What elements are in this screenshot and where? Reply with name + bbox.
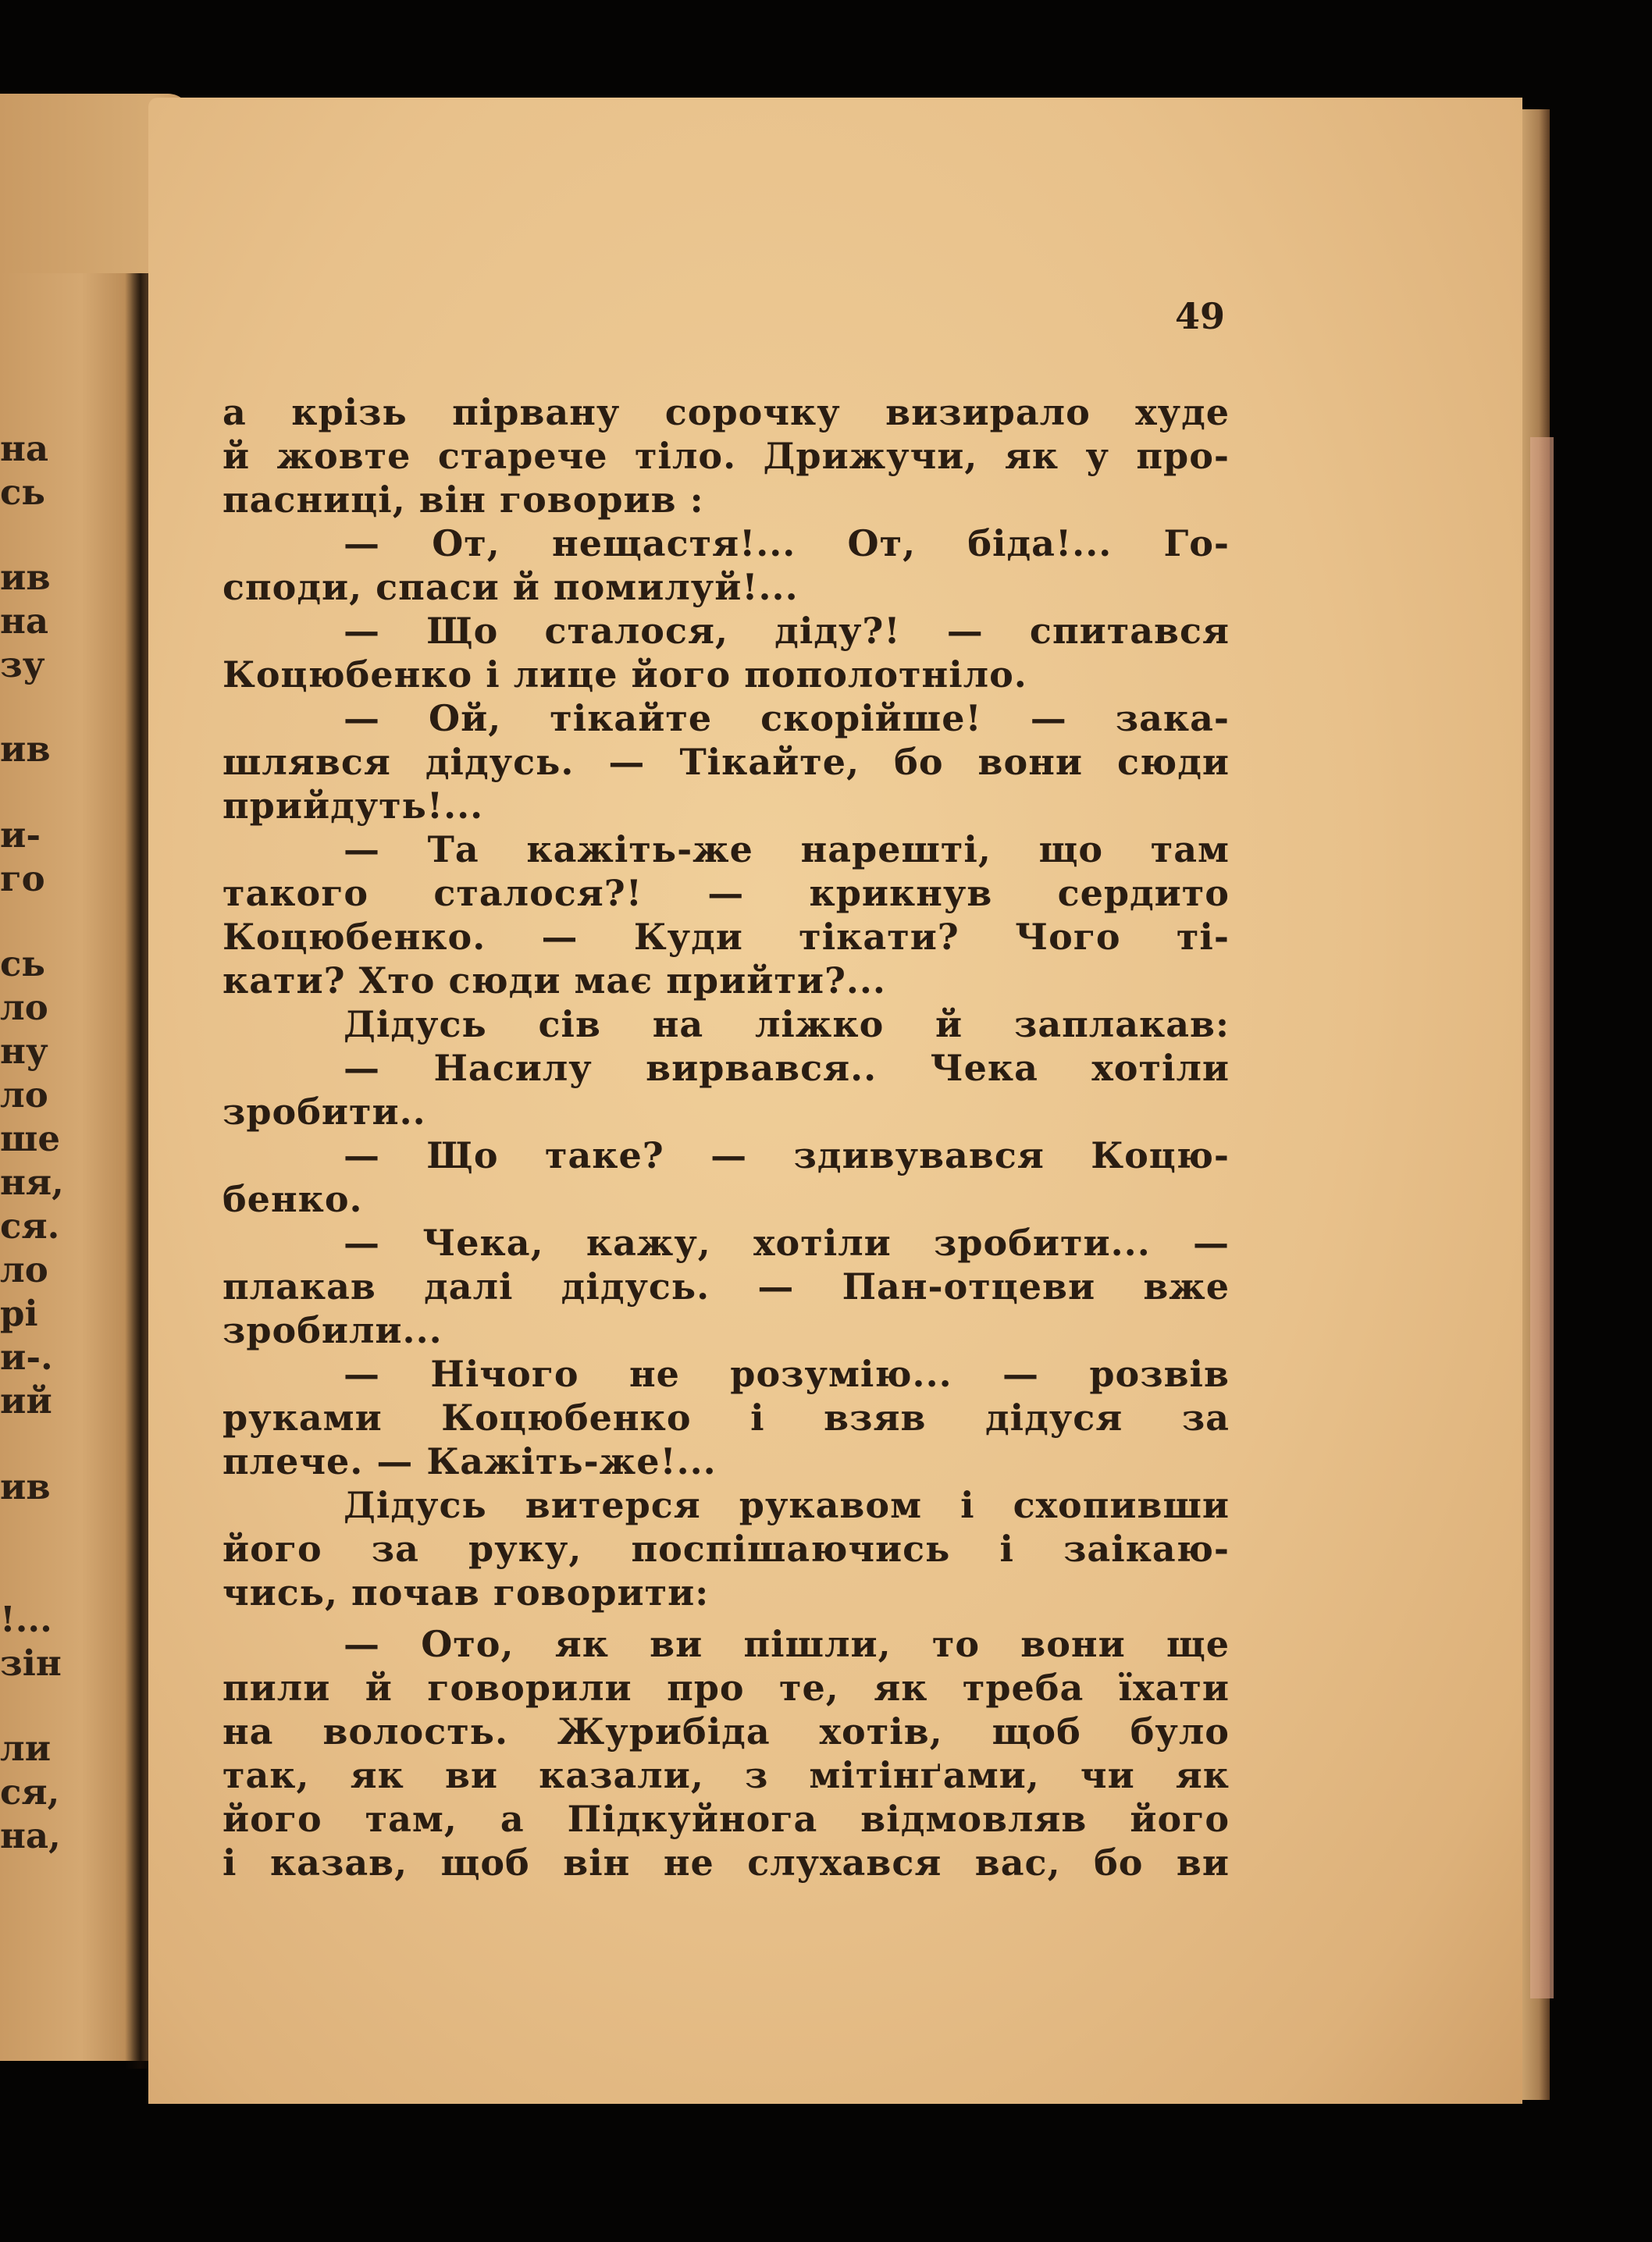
text-line: Дідусь сів на ліжко й заплакав: — [344, 1003, 1230, 1045]
text-line: Коцюбенко. — Куди тікати? Чого ті- — [223, 916, 1230, 958]
text-line: так, як ви казали, з мітінґами, чи як — [223, 1754, 1230, 1796]
text-line: кати? Хто сюди має прийти?... — [223, 959, 886, 1002]
page-number: 49 — [1175, 295, 1226, 337]
text-line: і казав, щоб він не слухався вас, бо ви — [223, 1842, 1230, 1884]
text-line: його за руку, поспішаючись і заікаю- — [223, 1528, 1230, 1570]
text-line: а крізь пірвану сорочку визирало худе — [223, 391, 1230, 433]
text-line: його там, а Підкуйнога відмовляв його — [223, 1798, 1230, 1840]
text-line: — Ото, як ви пішли, то вони ще — [344, 1623, 1230, 1665]
left-fragment: сь — [0, 943, 45, 984]
text-line: — Що таке? — здивувався Коцю- — [344, 1134, 1230, 1176]
left-fragment: ло — [0, 1249, 48, 1290]
text-line: зробили... — [223, 1309, 443, 1351]
text-line: чись, почав говорити: — [223, 1571, 710, 1614]
left-fragment: и-. — [0, 1336, 53, 1378]
text-line: — Та кажіть-же нарешті, що там — [344, 828, 1230, 870]
text-line: пили й говорили про те, як треба їхати — [223, 1667, 1230, 1709]
left-fragment: на — [0, 428, 49, 469]
left-fragment: зін — [0, 1642, 62, 1684]
left-fragment: сь — [0, 472, 45, 513]
text-line: шлявся дідусь. — Тікайте, бо вони сюди — [223, 741, 1230, 783]
left-fragment: ся, — [0, 1771, 60, 1813]
text-line: плакав далі дідусь. — Пан-отцеви вже — [223, 1265, 1230, 1308]
left-fragment: ня, — [0, 1162, 64, 1203]
left-fragment: ли — [0, 1728, 52, 1769]
text-line: бенко. — [223, 1178, 363, 1220]
left-fragment: ий — [0, 1380, 52, 1422]
text-line: — Насилу вирвався.. Чека хотіли — [344, 1047, 1230, 1089]
text-line: Дідусь витерся рукавом і схопивши — [344, 1484, 1230, 1526]
text-line: пасниці, він говорив : — [223, 479, 704, 521]
left-fragment: ив — [0, 1466, 51, 1507]
left-fragment: !... — [0, 1599, 52, 1640]
text-line: — Що сталося, діду?! — спитався — [344, 610, 1230, 652]
left-fragment: на — [0, 600, 49, 642]
left-fragment: ну — [0, 1030, 48, 1072]
page-edge-stain — [1530, 437, 1554, 1998]
text-line: плече. — Кажіть-же!... — [223, 1440, 717, 1482]
text-line: руками Коцюбенко і взяв дідуся за — [223, 1397, 1230, 1439]
left-fragment: ся. — [0, 1205, 60, 1247]
text-line: споди, спаси й помилуй!... — [223, 566, 799, 608]
text-line: прийдуть!... — [223, 785, 484, 827]
left-fragment: ло — [0, 987, 48, 1028]
left-fragment: ше — [0, 1118, 60, 1159]
text-line: й жовте старече тіло. Дрижучи, як у про- — [223, 435, 1230, 477]
left-fragment: ив — [0, 557, 51, 598]
text-line: на волость. Журибіда хотів, щоб було — [223, 1710, 1230, 1753]
left-fragment: на, — [0, 1815, 61, 1856]
text-line: такого сталося?! — крикнув сердито — [223, 872, 1230, 914]
text-line: — От, нещастя!... От, біда!... Го- — [344, 522, 1230, 564]
left-fragment: го — [0, 858, 45, 899]
left-fragment: рі — [0, 1293, 38, 1334]
text-line: — Ой, тікайте скорійше! — зака- — [344, 697, 1230, 739]
left-fragment: ив — [0, 728, 51, 770]
text-line: Коцюбенко і лице його пополотніло. — [223, 653, 1027, 696]
left-fragment: ло — [0, 1074, 48, 1116]
text-line: — Нічого не розумію... — розвів — [344, 1353, 1230, 1395]
text-line: зробити.. — [223, 1091, 426, 1133]
text-line: — Чека, кажу, хотіли зробити... — — [344, 1222, 1230, 1264]
left-fragment: и- — [0, 814, 41, 856]
left-fragment: зу — [0, 644, 45, 685]
